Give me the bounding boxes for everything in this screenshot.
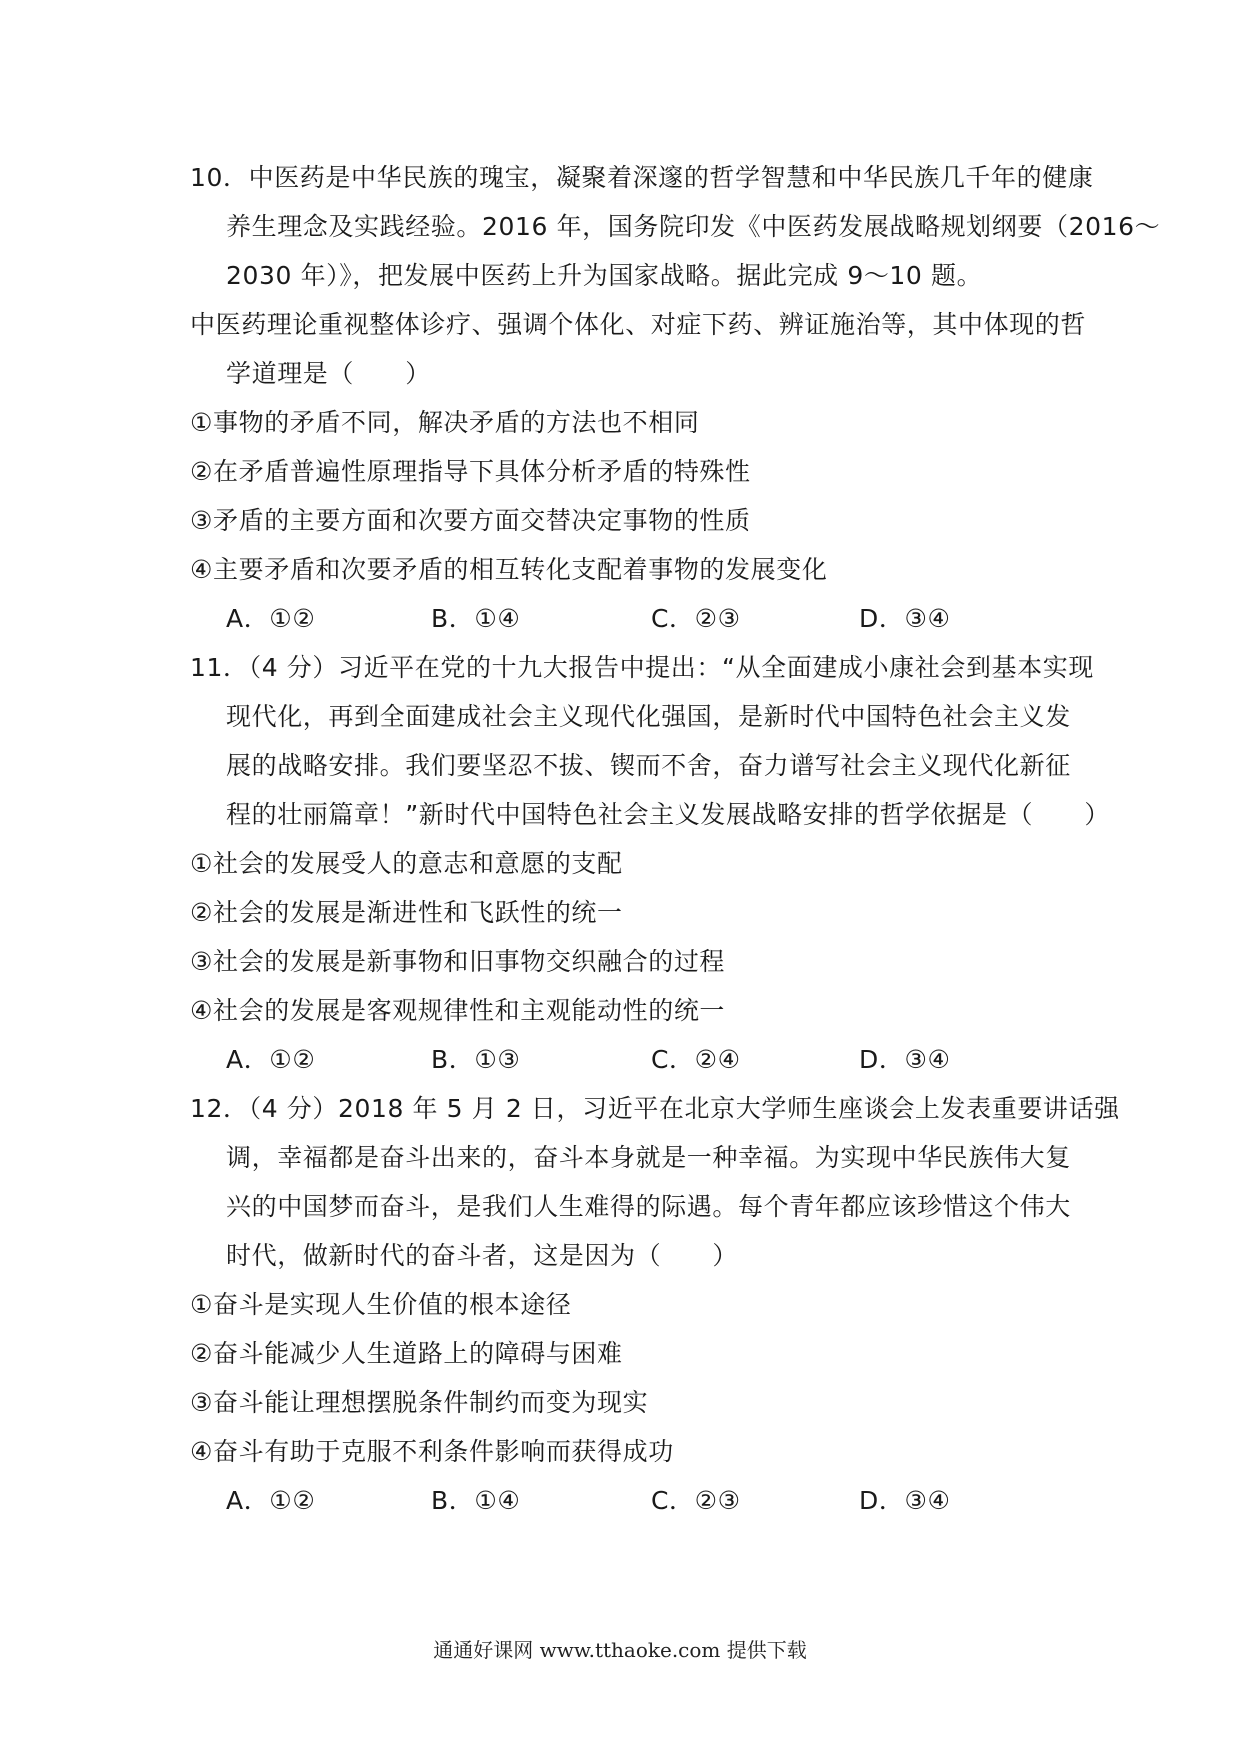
question-12-stem-line-4: 时代，做新时代的奋斗者，这是因为（ ） [226,1241,739,1270]
question-12-statement-3: ③奋斗能让理想摆脱条件制约而变为现实 [190,1388,649,1417]
question-11-choice-a: A．①② [226,1045,316,1074]
question-11-statement-2: ②社会的发展是渐进性和飞跃性的统一 [190,898,623,927]
question-12-statement-1: ①奋斗是实现人生价值的根本途径 [190,1290,572,1319]
question-11-choice-d: D．③④ [859,1045,951,1074]
question-12-statement-2: ②奋斗能减少人生道路上的障碍与困难 [190,1339,623,1368]
question-11-stem-line-1: 11．（4 分）习近平在党的十九大报告中提出：“从全面建成小康社会到基本实现 [190,653,1094,682]
question-12-choice-b: B．①④ [431,1486,521,1515]
question-11-statement-3: ③社会的发展是新事物和旧事物交织融合的过程 [190,947,726,976]
question-10-choice-d: D．③④ [859,604,951,633]
question-12-stem-line-3: 兴的中国梦而奋斗，是我们人生难得的际遇。每个青年都应该珍惜这个伟大 [226,1192,1071,1221]
question-12-statement-4: ④奋斗有助于克服不利条件影响而获得成功 [190,1437,674,1466]
question-11-stem-line-4: 程的壮丽篇章！”新时代中国特色社会主义发展战略安排的哲学依据是（ ） [226,800,1110,829]
question-10-statement-1: ①事物的矛盾不同，解决矛盾的方法也不相同 [190,408,700,437]
question-10-stem-line-4: 中医药理论重视整体诊疗、强调个体化、对症下药、辨证施治等，其中体现的哲 [190,310,1087,339]
question-11-stem-line-3: 展的战略安排。我们要坚忍不拔、锲而不舍，奋力谱写社会主义现代化新征 [226,751,1071,780]
question-11-choice-c: C．②④ [651,1045,741,1074]
question-10-stem-line-1: 10．中医药是中华民族的瑰宝，凝聚着深邃的哲学智慧和中华民族几千年的健康 [190,163,1094,192]
question-11-choices [226,1043,986,1077]
question-10-stem-line-2: 养生理念及实践经验。2016 年，国务院印发《中医药发展战略规划纲要（2016～ [226,212,1161,241]
question-10-choices [226,602,986,636]
question-12-choice-a: A．①② [226,1486,316,1515]
question-10-statement-3: ③矛盾的主要方面和次要方面交替决定事物的性质 [190,506,751,535]
question-11-stem-line-2: 现代化，再到全面建成社会主义现代化强国，是新时代中国特色社会主义发 [226,702,1071,731]
question-11-statement-4: ④社会的发展是客观规律性和主观能动性的统一 [190,996,726,1025]
question-12-choice-d: D．③④ [859,1486,951,1515]
question-10-stem-line-3: 2030 年）》，把发展中医药上升为国家战略。据此完成 9～10 题。 [226,261,983,290]
question-10-statement-2: ②在矛盾普遍性原理指导下具体分析矛盾的特殊性 [190,457,751,486]
question-10-choice-b: B．①④ [431,604,521,633]
question-12-choice-c: C．②③ [651,1486,741,1515]
question-12-stem-line-2: 调，幸福都是奋斗出来的，奋斗本身就是一种幸福。为实现中华民族伟大复 [226,1143,1071,1172]
question-12-stem-line-1: 12．（4 分）2018 年 5 月 2 日，习近平在北京大学师生座谈会上发表重要讲话强 [190,1094,1120,1123]
question-10-choice-c: C．②③ [651,604,741,633]
question-12-choices [226,1484,986,1518]
page-footer: 通通好课网 www.tthaoke.com 提供下载 [433,1638,807,1662]
question-10-choice-a: A．①② [226,604,316,633]
question-10-statement-4: ④主要矛盾和次要矛盾的相互转化支配着事物的发展变化 [190,555,828,584]
question-10-stem-line-5: 学道理是（ ） [226,359,431,388]
question-11-choice-b: B．①③ [431,1045,521,1074]
question-11-statement-1: ①社会的发展受人的意志和意愿的支配 [190,849,623,878]
